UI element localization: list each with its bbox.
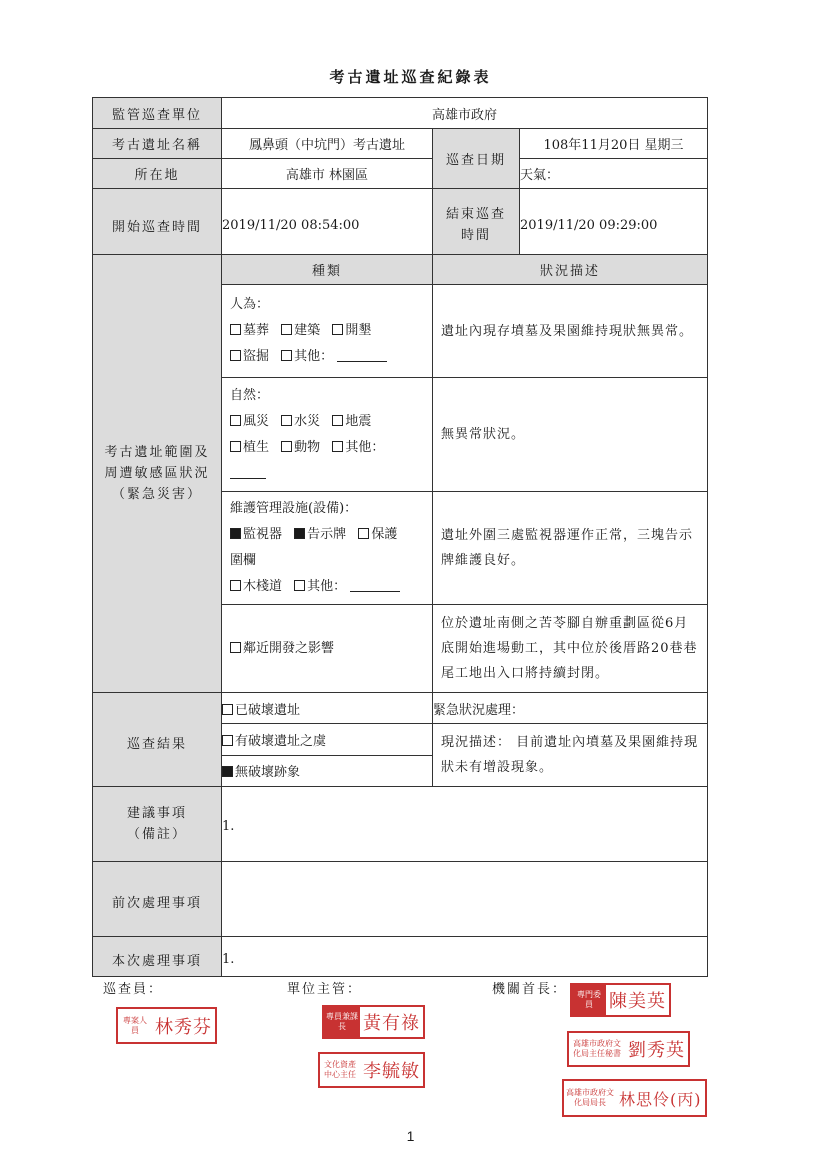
row-current-action (93, 937, 708, 977)
head-stamp-2 (567, 1031, 690, 1067)
option-label: 無破壞跡象 (235, 765, 301, 781)
stamp-title: 高雄市政府文化局局長 (566, 1088, 614, 1107)
option-label: 監視器 (243, 527, 283, 542)
checkbox[interactable] (281, 415, 292, 426)
stamp-name: 黃有祿 (363, 1013, 420, 1034)
option-label: 其他： (345, 439, 385, 455)
human-type-cell (222, 285, 433, 378)
row-suggest (93, 787, 708, 862)
row-range-header (93, 255, 708, 285)
page-number: 1 (406, 1128, 415, 1144)
option-label: 其他： (294, 349, 334, 364)
previous-label: 前次處理事項 (93, 862, 222, 937)
blank-line[interactable] (230, 465, 266, 479)
head-stamp-1 (570, 983, 671, 1017)
head-stamp-3 (562, 1079, 707, 1117)
emergency-field: 緊急狀況處理： (433, 693, 708, 724)
col-type-header: 種類 (222, 255, 433, 285)
stamp-name: 劉秀英 (628, 1040, 685, 1061)
location-label: 所在地 (93, 159, 222, 189)
checkbox[interactable] (222, 704, 233, 715)
row-site (93, 129, 708, 159)
row-unit (93, 98, 708, 129)
human-desc: 遺址內現存墳墓及果園維持現狀無異常。 (441, 323, 694, 339)
checkbox[interactable] (230, 441, 241, 452)
checkbox[interactable] (294, 580, 305, 591)
head-sign-label: 機關首長： (492, 982, 568, 997)
facility-type-cell (222, 492, 433, 605)
current-desc-cell (433, 724, 708, 787)
result-opt3-cell (222, 755, 433, 787)
checkbox[interactable] (230, 580, 241, 591)
inspection-form (92, 97, 708, 977)
stamp-title: 專員兼課長 (324, 1007, 360, 1037)
option-label: 地震 (345, 413, 372, 429)
checkbox-checked[interactable] (294, 528, 305, 539)
blank-line[interactable] (337, 348, 387, 362)
row-location (93, 159, 708, 189)
checkbox-checked[interactable] (222, 766, 233, 777)
option-label: 植生 (243, 439, 270, 455)
result-opt2-cell (222, 724, 433, 756)
inspector-sign-label: 巡查員： (103, 982, 164, 997)
checkbox[interactable] (222, 735, 233, 746)
start-value: 2019/11/20 08:54:00 (222, 189, 433, 255)
option-label: 盜掘 (243, 349, 270, 364)
option-label: 動物 (294, 439, 321, 455)
stamp-title: 高雄市政府文化局主任秘書 (573, 1039, 621, 1058)
stamp-title: 文化資產中心主任 (324, 1060, 356, 1079)
option-label: 風災 (243, 413, 270, 429)
inspector-stamp (116, 1007, 217, 1044)
date-label: 巡查日期 (433, 129, 520, 189)
nature-title: 自然： (230, 387, 270, 403)
nearby-type-cell (222, 605, 433, 693)
nearby-desc: 位於遺址南側之苦苓腳自辦重劃區從6月底開始進場動工，其中位於後厝路20巷巷尾工地出入口將持續封閉。 (441, 616, 698, 681)
range-label-line2: 周遭敏感區狀況 (104, 466, 210, 481)
unit-value: 高雄市政府 (222, 98, 708, 129)
nature-options-row2 (230, 435, 424, 461)
end-value: 2019/11/20 09:29:00 (520, 189, 708, 255)
current-action-value[interactable]: 1. (222, 937, 708, 977)
checkbox[interactable] (332, 441, 343, 452)
suggest-value[interactable]: 1. (222, 787, 708, 862)
facility-desc-cell (433, 492, 708, 605)
option-label: 已破壞遺址 (235, 702, 301, 718)
facility-option-wrap: 圍欄 (230, 553, 257, 568)
unit-label: 監管巡查單位 (93, 98, 222, 129)
checkbox[interactable] (358, 528, 369, 539)
weather-field: 天氣： (520, 159, 708, 189)
row-previous (93, 862, 708, 937)
option-label: 有破壞遺址之虞 (235, 733, 327, 749)
form-title: 考古遺址巡查紀錄表 (329, 68, 492, 86)
stamp-title: 專案人員 (123, 1015, 147, 1035)
checkbox[interactable] (230, 415, 241, 426)
stamp-name: 林思伶(丙) (619, 1089, 702, 1109)
option-label: 保護 (371, 527, 398, 542)
nature-type-cell (222, 378, 433, 492)
result-opt1-cell (222, 693, 433, 724)
human-options-row1 (230, 318, 424, 344)
col-desc-header: 狀況描述 (433, 255, 708, 285)
current-action-label: 本次處理事項 (93, 937, 222, 977)
range-label-line1: 考古遺址範圍及 (104, 445, 210, 460)
checkbox[interactable] (332, 415, 343, 426)
nearby-title: 鄰近開發之影響 (243, 640, 335, 656)
range-label (93, 255, 222, 693)
suggest-label (93, 787, 222, 862)
suggest-label-line2: （備註） (126, 827, 187, 842)
row-result-1 (93, 693, 708, 724)
checkbox-checked[interactable] (230, 528, 241, 539)
supervisor-stamp (322, 1005, 425, 1039)
supervisor-stamp-2 (318, 1052, 425, 1088)
facility-options-row1 (230, 522, 424, 548)
supervisor-sign-label: 單位主管： (287, 982, 363, 997)
human-title: 人為： (230, 297, 270, 312)
suggest-label-line1: 建議事項 (126, 806, 187, 821)
nearby-desc-cell (433, 605, 708, 693)
checkbox[interactable] (281, 441, 292, 452)
site-label: 考古遺址名稱 (93, 129, 222, 159)
option-label: 建築 (294, 323, 321, 338)
checkbox[interactable] (230, 350, 241, 361)
start-label: 開始巡查時間 (93, 189, 222, 255)
nature-options-row1 (230, 409, 424, 435)
nature-desc: 無異常狀況。 (441, 427, 526, 442)
human-options-row2 (230, 344, 424, 370)
human-desc-cell (433, 285, 708, 378)
site-value: 鳳鼻頭（中坑門）考古遺址 (222, 129, 433, 159)
stamp-title: 專門委員 (572, 985, 606, 1015)
date-value: 108年11月20日 星期三 (520, 129, 708, 159)
nature-blank-row (230, 461, 424, 487)
option-label: 告示牌 (307, 527, 347, 542)
current-desc: 現況描述： 目前遺址內墳墓及果園維持現狀未有增設現象。 (441, 735, 699, 775)
row-time (93, 189, 708, 255)
checkbox[interactable] (332, 324, 343, 335)
stamp-name: 李毓敏 (363, 1061, 420, 1082)
option-label: 開墾 (345, 323, 372, 338)
end-label-line1: 結束巡查 (445, 206, 506, 222)
checkbox[interactable] (230, 642, 241, 653)
facility-options-row2 (230, 574, 424, 600)
option-label: 木棧道 (243, 579, 283, 594)
option-label: 水災 (294, 413, 321, 429)
checkbox[interactable] (281, 324, 292, 335)
checkbox[interactable] (230, 324, 241, 335)
stamp-name: 陳美英 (609, 991, 666, 1012)
location-value: 高雄市 林園區 (222, 159, 433, 189)
option-label: 其他： (307, 579, 347, 594)
end-label (433, 189, 520, 255)
checkbox[interactable] (281, 350, 292, 361)
previous-value[interactable] (222, 862, 708, 937)
facility-title: 維護管理設施(設備)： (230, 501, 358, 516)
facility-desc: 遺址外圍三處監視器運作正常，三塊告示牌維護良好。 (441, 528, 694, 568)
blank-line[interactable] (350, 578, 400, 592)
stamp-name: 林秀芬 (155, 1016, 212, 1038)
result-label: 巡查結果 (93, 693, 222, 787)
option-label: 墓葬 (243, 323, 270, 338)
nature-desc-cell (433, 378, 708, 492)
end-label-line2: 時間 (460, 227, 491, 243)
range-label-line3: （緊急災害） (111, 487, 202, 502)
